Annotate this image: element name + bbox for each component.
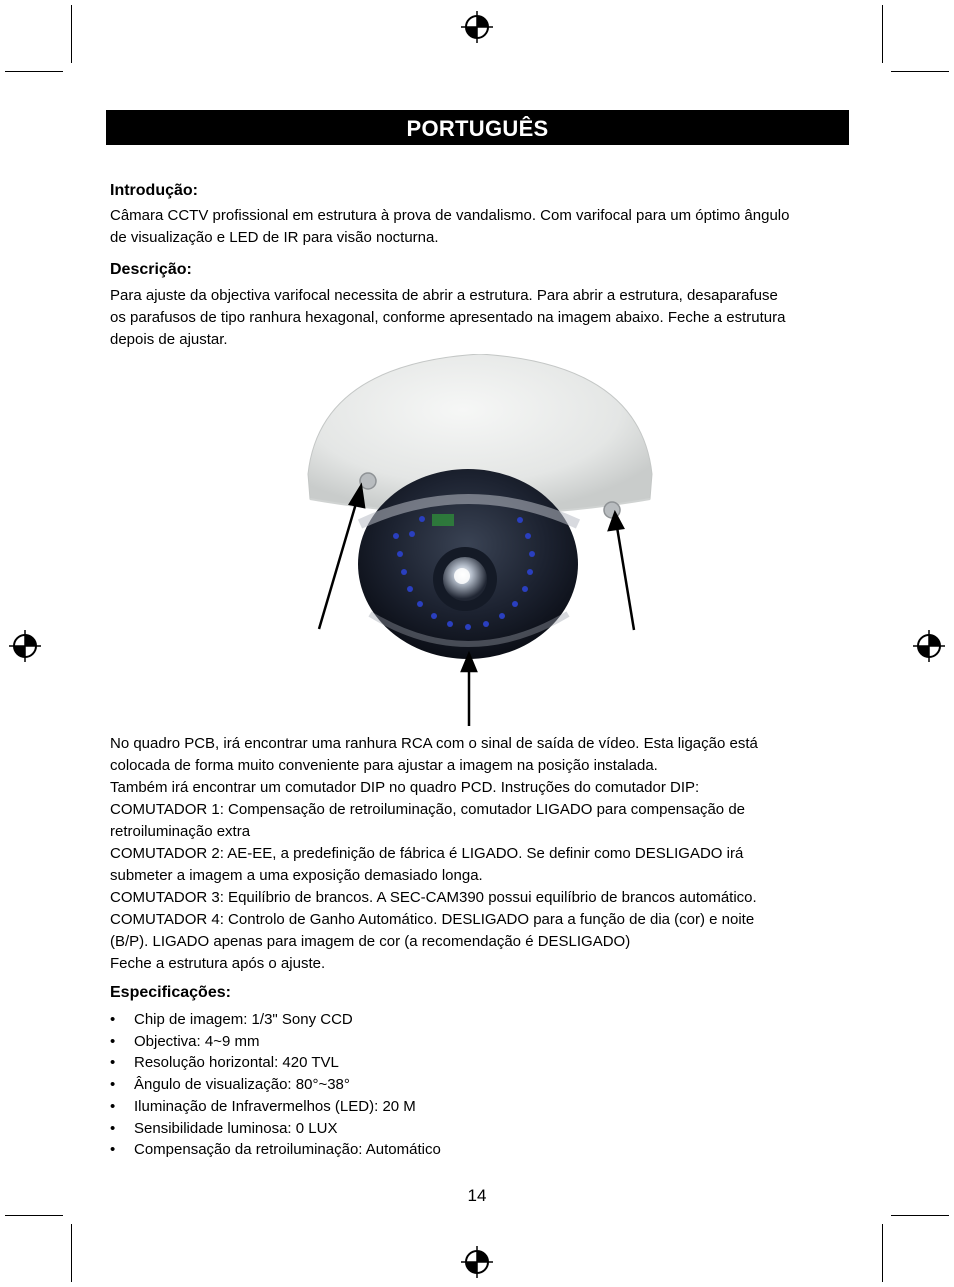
body-line: Feche a estrutura após o ajuste.: [110, 955, 326, 972]
spec-item: • Chip de imagem: 1/3" Sony CCD: [110, 1009, 441, 1031]
intro-paragraph: [110, 205, 855, 249]
body-line: submeter a imagem a uma exposição demasiado longa.: [110, 867, 483, 884]
crop-mark-bl-horizontal: [5, 1215, 63, 1216]
body-line: retroiluminação extra: [110, 823, 251, 840]
spec-item: • Objectiva: 4~9 mm: [110, 1031, 441, 1053]
body-line: No quadro PCB, irá encontrar uma ranhura RCA com o sinal de saída de vídeo. Esta ligação está: [110, 735, 758, 752]
crop-mark-tr-horizontal: [891, 71, 949, 72]
body-line: COMUTADOR 1: Compensação de retroiluminação, comutador LIGADO para compensação de: [110, 801, 746, 818]
crop-mark-br-vertical: [882, 1224, 883, 1282]
body-paragraph: [110, 733, 855, 975]
spec-item: • Compensação da retroiluminação: Automático: [110, 1139, 441, 1161]
housing-screw-left: [360, 473, 376, 489]
crop-mark-br-horizontal: [891, 1215, 949, 1216]
specs-heading: Especificações:: [110, 984, 231, 1001]
registration-mark-bottom-icon: [459, 1244, 495, 1280]
specs-list: [110, 1009, 441, 1161]
body-line: COMUTADOR 2: AE-EE, a predefinição de fábrica é LIGADO. Se definir como DESLIGADO irá: [110, 845, 744, 862]
intro-line: de visualização e LED de IR para visão nocturna.: [110, 229, 439, 246]
spec-item: • Ângulo de visualização: 80°~38°: [110, 1074, 441, 1096]
body-line: COMUTADOR 4: Controlo de Ganho Automático. DESLIGADO para a função de dia (cor) e noite: [110, 911, 755, 928]
body-line: COMUTADOR 3: Equilíbrio de brancos. A SEC-CAM390 possui equilíbrio de brancos automático.: [110, 889, 757, 906]
body-line: Também irá encontrar um comutador DIP no quadro PCD. Instruções do comutador DIP:: [110, 779, 700, 796]
dome-camera-illustration: [300, 354, 660, 728]
intro-heading: Introdução:: [110, 182, 198, 199]
description-paragraph: [110, 285, 855, 351]
registration-mark-right-icon: [911, 628, 947, 664]
spec-item: • Iluminação de Infravermelhos (LED): 20 M: [110, 1096, 441, 1118]
spec-item: • Resolução horizontal: 420 TVL: [110, 1052, 441, 1074]
crop-mark-tl-horizontal: [5, 71, 63, 72]
body-line: colocada de forma muito conveniente para ajustar a imagem na posição instalada.: [110, 757, 658, 774]
description-line: os parafusos de tipo ranhura hexagonal, conforme apresentado na imagem abaixo. Feche a estrutura: [110, 309, 786, 326]
spec-item: • Sensibilidade luminosa: 0 LUX: [110, 1118, 441, 1140]
crop-mark-bl-vertical: [71, 1224, 72, 1282]
description-line: depois de ajustar.: [110, 331, 228, 348]
crop-mark-tr-vertical: [882, 5, 883, 63]
intro-line: Câmara CCTV profissional em estrutura à prova de vandalismo. Com varifocal para um óptimo ângulo: [110, 207, 790, 224]
section-title-bar: PORTUGUÊS: [106, 110, 849, 145]
description-line: Para ajuste da objectiva varifocal necessita de abrir a estrutura. Para abrir a estrutura, desaparafuse: [110, 287, 778, 304]
body-line: (B/P). LIGADO apenas para imagem de cor (a recomendação é DESLIGADO): [110, 933, 631, 950]
crop-mark-tl-vertical: [71, 5, 72, 63]
page-number: 14: [467, 1186, 487, 1205]
description-heading: Descrição:: [110, 261, 192, 278]
registration-mark-left-icon: [7, 628, 43, 664]
registration-mark-top-icon: [459, 9, 495, 45]
